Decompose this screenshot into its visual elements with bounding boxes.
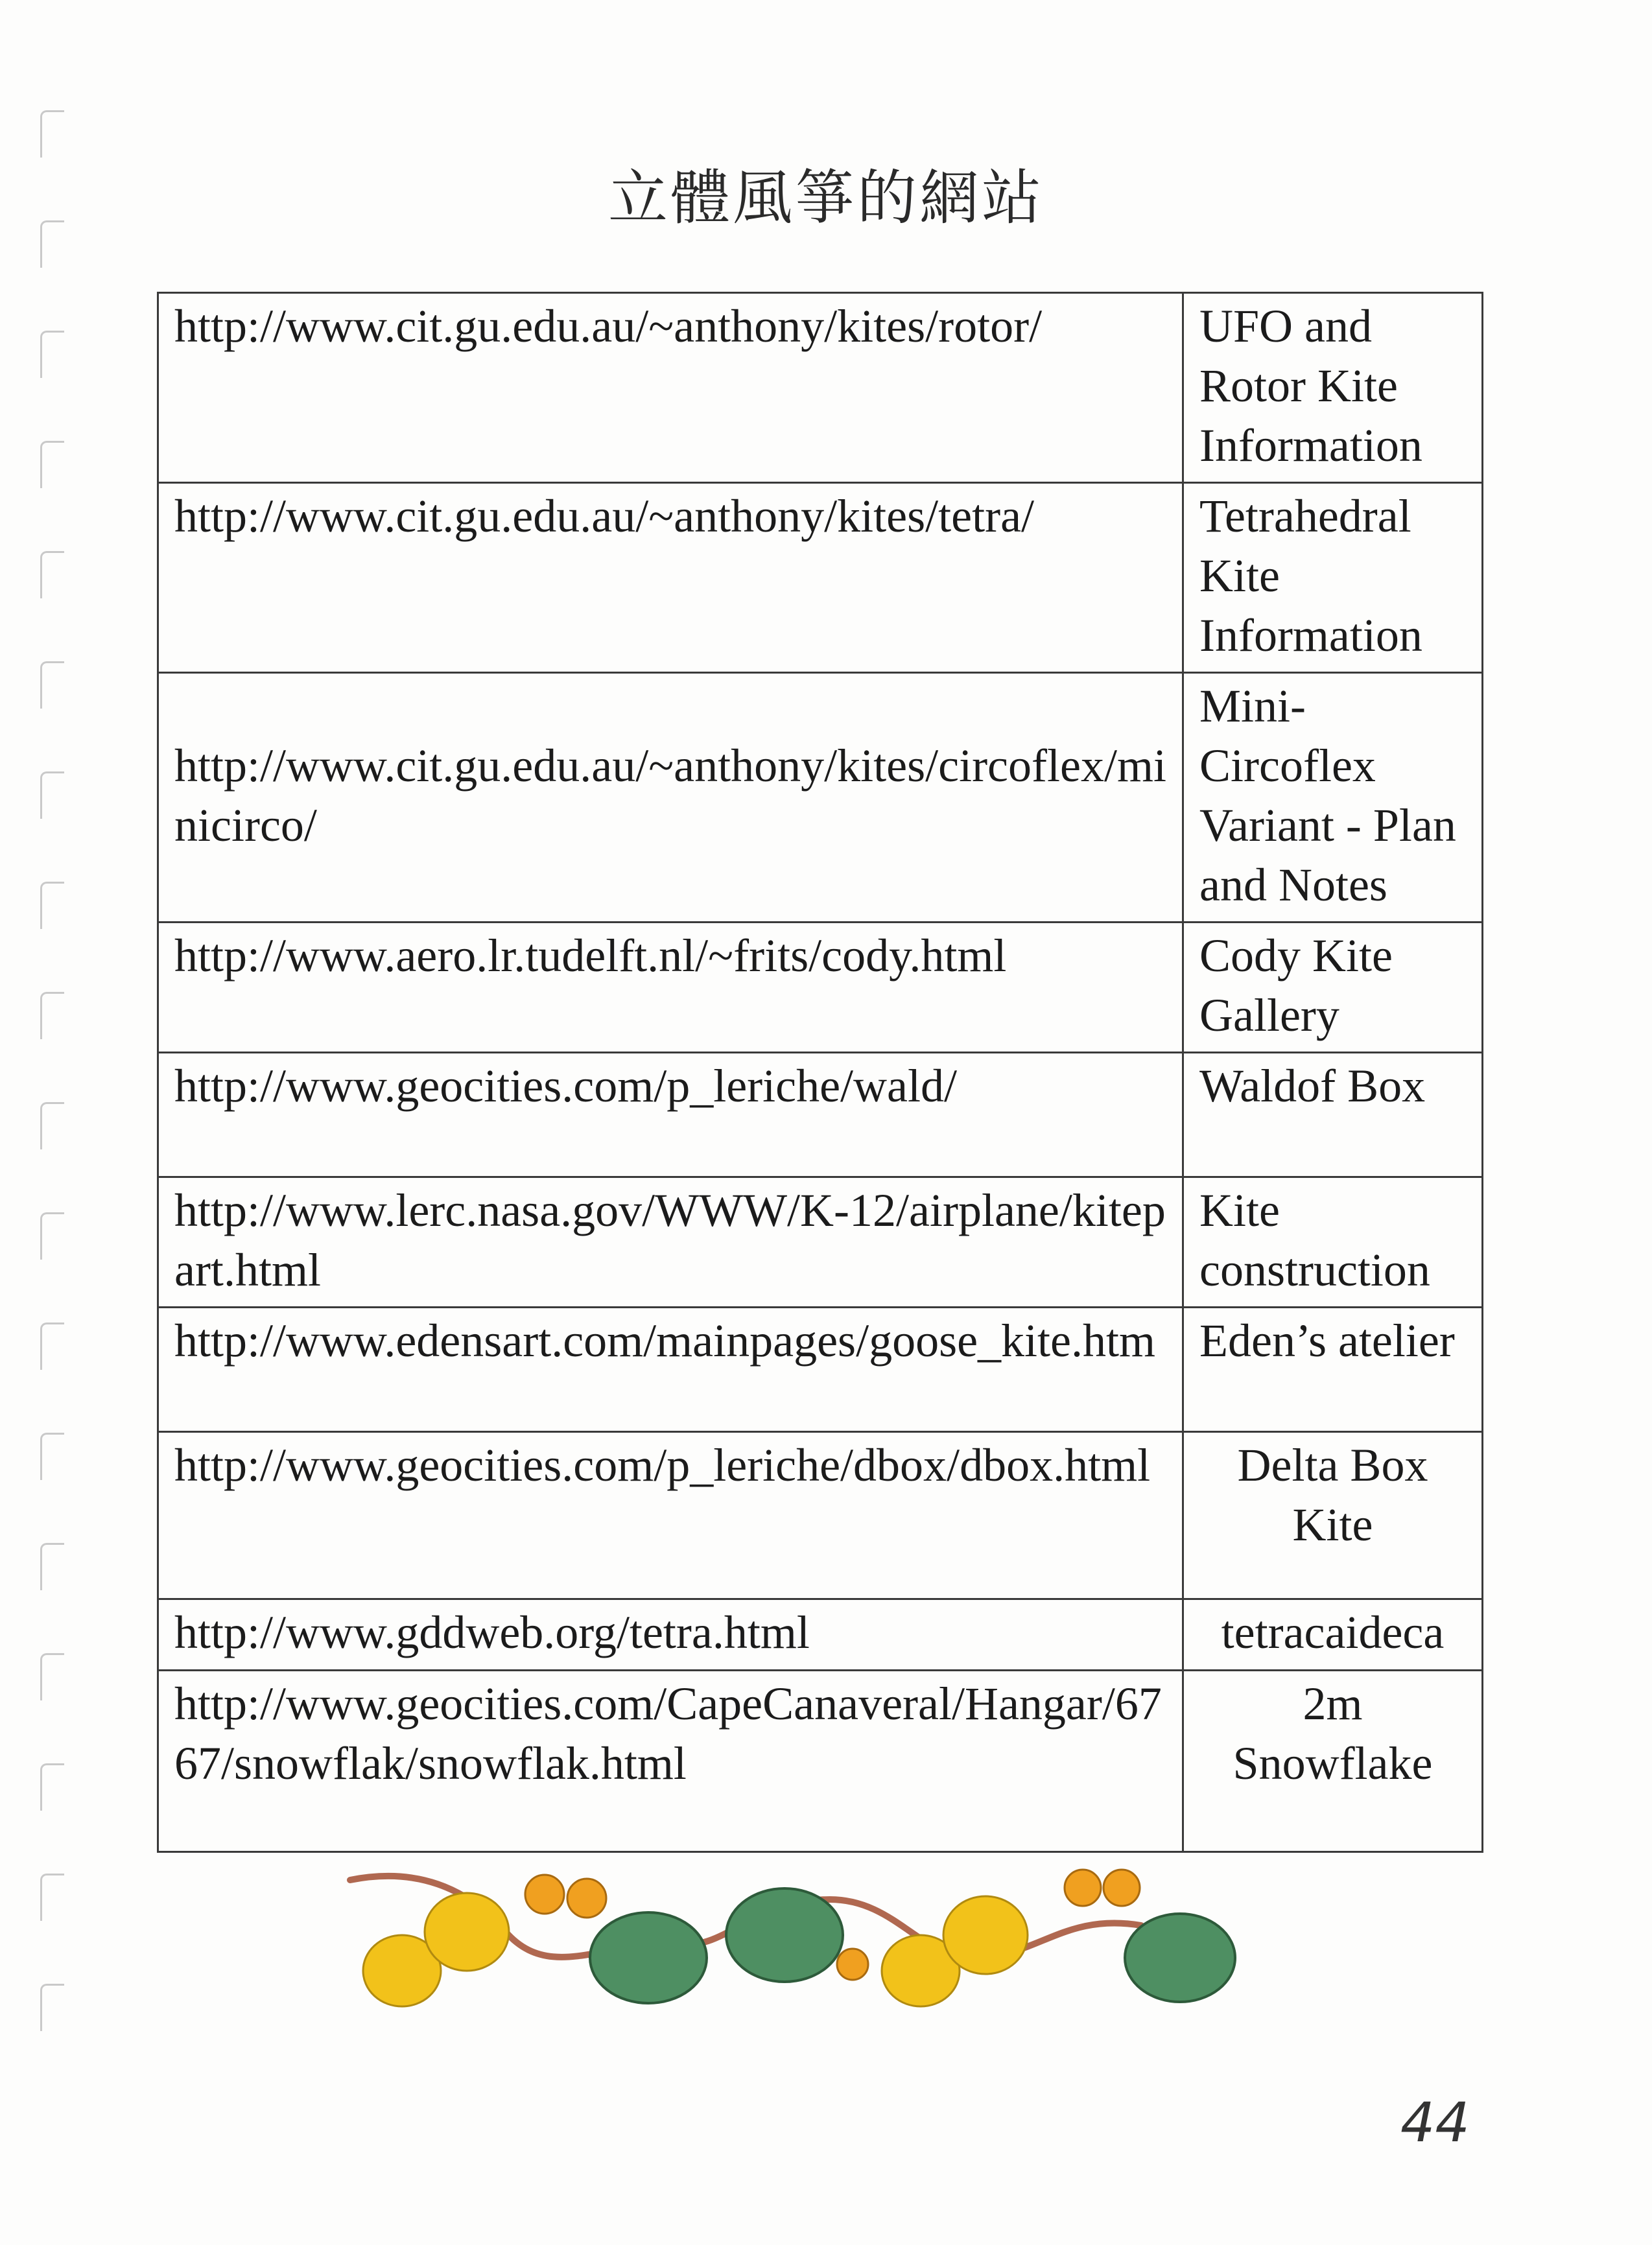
table-row: [158, 923, 1483, 1053]
berry-icon: [567, 1879, 606, 1918]
description-cell: Mini-Circoflex Variant - Plan and Notes: [1183, 673, 1483, 923]
binder-hole: [40, 1874, 64, 1921]
floral-border-illustration: [337, 1861, 1245, 2029]
binder-hole: [40, 771, 64, 819]
url-cell[interactable]: http://www.geocities.com/p_leriche/dbox/dbox.html: [158, 1432, 1183, 1599]
description-cell: UFO and Rotor Kite Information: [1183, 293, 1483, 483]
binder-hole: [40, 1102, 64, 1149]
description-cell: Eden’s atelier: [1183, 1308, 1483, 1432]
description-cell: tetracaideca: [1183, 1599, 1483, 1671]
leaf-icon: [1125, 1914, 1235, 2002]
binder-hole: [40, 1763, 64, 1811]
binder-hole: [40, 1543, 64, 1590]
table-row: [158, 483, 1483, 673]
binder-hole: [40, 441, 64, 488]
leaf-icon: [590, 1912, 707, 2003]
page-title: 立體風箏的網站: [608, 163, 1044, 233]
table-row: [158, 1177, 1483, 1308]
url-cell[interactable]: http://www.geocities.com/CapeCanaveral/Hangar/6767/snowflak/snowflak.html: [158, 1671, 1183, 1852]
url-cell[interactable]: http://www.aero.lr.tudelft.nl/~frits/cody.html: [158, 923, 1183, 1053]
binder-hole: [40, 1984, 64, 2031]
binder-hole: [40, 1322, 64, 1370]
binder-holes: [40, 110, 73, 2107]
binder-hole: [40, 992, 64, 1039]
url-cell[interactable]: http://www.geocities.com/p_leriche/wald/: [158, 1053, 1183, 1177]
table-row: [158, 1671, 1483, 1852]
url-cell[interactable]: http://www.cit.gu.edu.au/~anthony/kites/circoflex/minicirco/: [158, 673, 1183, 923]
description-cell: Waldof Box: [1183, 1053, 1483, 1177]
berry-icon: [525, 1875, 564, 1914]
binder-hole: [40, 551, 64, 598]
flower-icon: [943, 1896, 1028, 1974]
page-number: 44: [1400, 2091, 1470, 2154]
table-row: [158, 1053, 1483, 1177]
table-row: [158, 293, 1483, 483]
url-cell[interactable]: http://www.cit.gu.edu.au/~anthony/kites/tetra/: [158, 483, 1183, 673]
berry-icon: [837, 1949, 868, 1980]
flower-icon: [425, 1893, 509, 1971]
url-cell[interactable]: http://www.lerc.nasa.gov/WWW/K-12/airplane/kitepart.html: [158, 1177, 1183, 1308]
binder-hole: [40, 1433, 64, 1480]
table-row: [158, 1308, 1483, 1432]
berry-icon: [1065, 1870, 1101, 1906]
binder-hole: [40, 331, 64, 378]
binder-hole: [40, 1212, 64, 1260]
description-cell: 2m Snowflake: [1183, 1671, 1483, 1852]
kite-links-table: [157, 292, 1483, 1853]
url-cell[interactable]: http://www.edensart.com/mainpages/goose_kite.htm: [158, 1308, 1183, 1432]
url-cell[interactable]: http://www.gddweb.org/tetra.html: [158, 1599, 1183, 1671]
berry-icon: [1103, 1870, 1140, 1906]
table-row: [158, 1432, 1483, 1599]
description-cell: Tetrahedral Kite Information: [1183, 483, 1483, 673]
table-row: [158, 673, 1483, 923]
binder-hole: [40, 1653, 64, 1700]
url-cell[interactable]: http://www.cit.gu.edu.au/~anthony/kites/rotor/: [158, 293, 1183, 483]
binder-hole: [40, 882, 64, 929]
description-cell: Cody Kite Gallery: [1183, 923, 1483, 1053]
description-cell: Delta Box Kite: [1183, 1432, 1483, 1599]
description-cell: Kite construction: [1183, 1177, 1483, 1308]
binder-hole: [40, 661, 64, 709]
table-row: [158, 1599, 1483, 1671]
leaf-icon: [726, 1888, 843, 1982]
